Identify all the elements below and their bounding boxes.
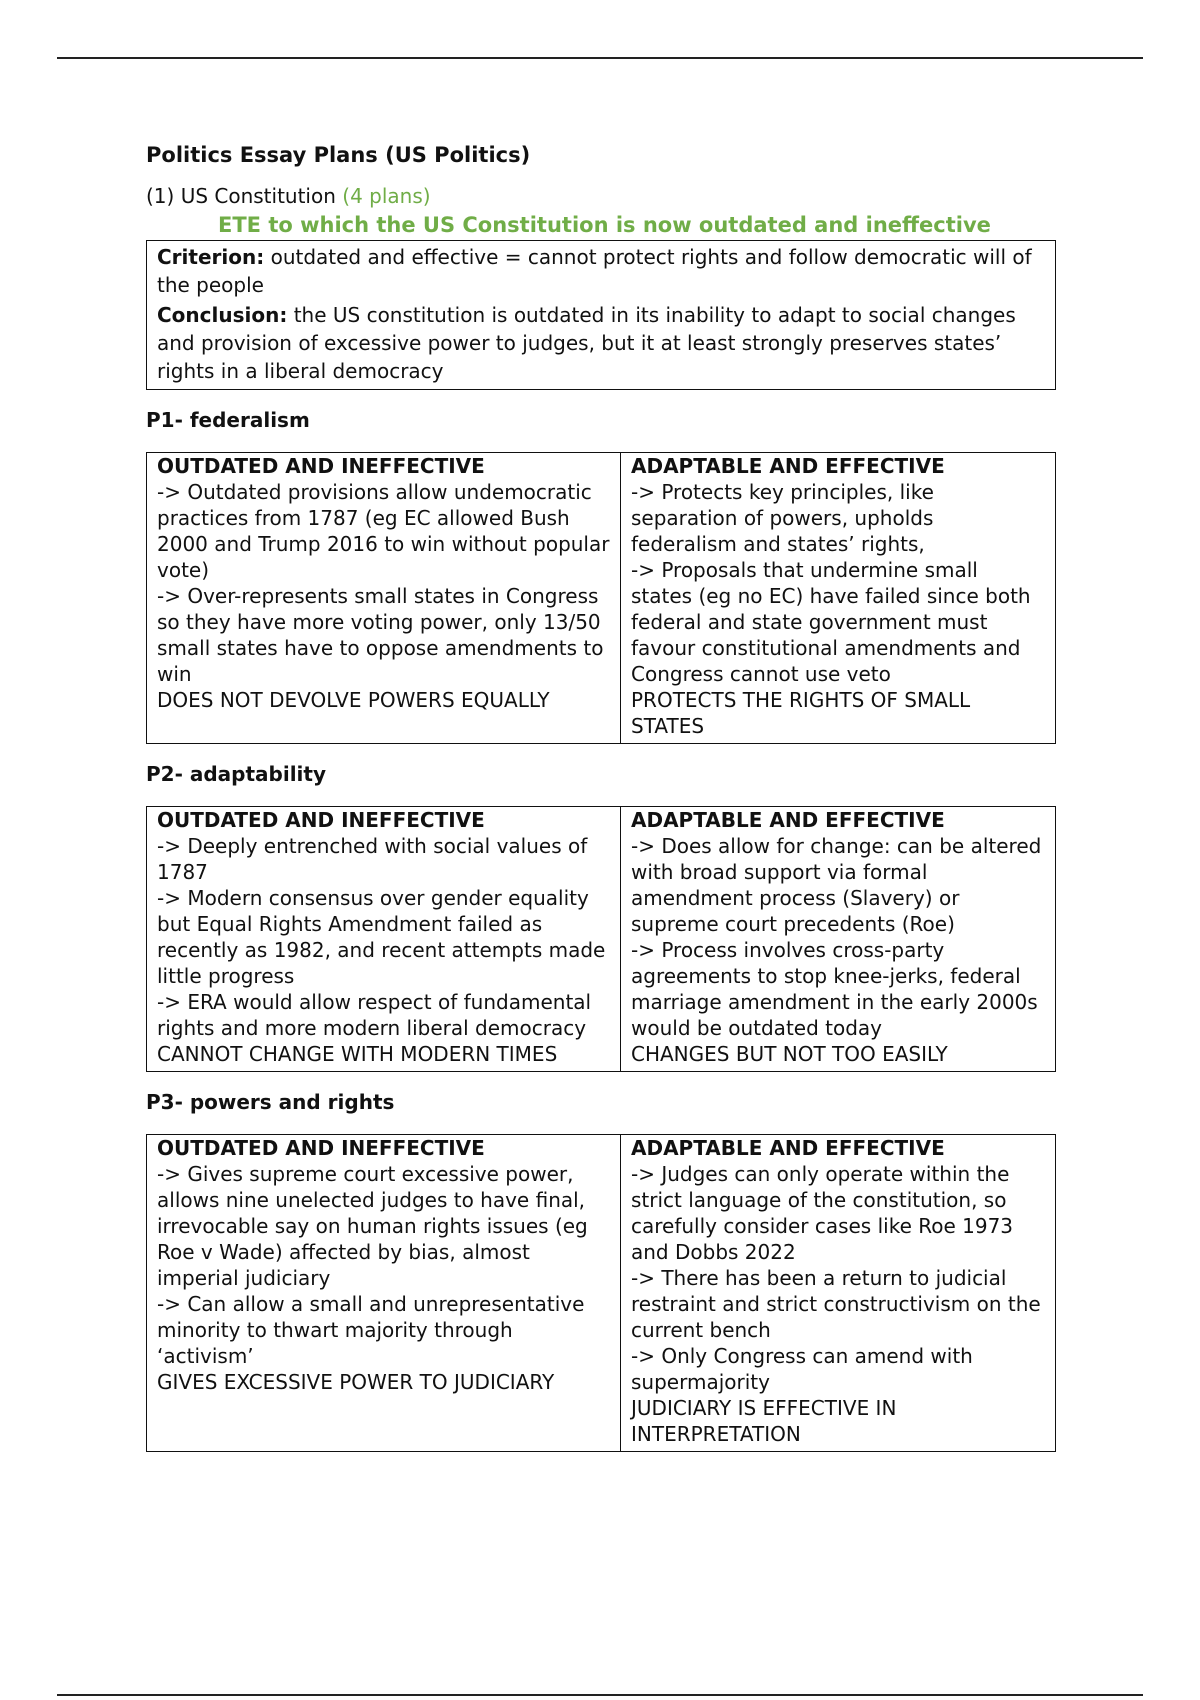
conclusion-label: Conclusion:: [157, 303, 288, 327]
bottom-rule: [57, 1694, 1143, 1696]
column-header: OUTDATED AND INEFFECTIVE: [157, 808, 485, 832]
essay-question: ETE to which the US Constitution is now outdated and ineffective: [218, 213, 991, 237]
point-line: -> Proposals that undermine small states (eg no EC) have failed since both federal and state government must favour constitutional amendments and Congress cannot use veto: [631, 558, 1031, 686]
conclusion: [157, 301, 1045, 385]
point-line: -> Modern consensus over gender equality but Equal Rights Amendment failed as recently as 1982, and recent attempts made little progress: [157, 886, 606, 988]
paragraph-heading-p3: P3- powers and rights: [146, 1090, 395, 1114]
point-line: -> Only Congress can amend with supermajority: [631, 1344, 973, 1394]
section-plans-count: (4 plans): [342, 184, 431, 208]
criterion-label: Criterion:: [157, 245, 265, 269]
paragraph-heading-p1: P1- federalism: [146, 408, 310, 432]
criterion: [157, 243, 1045, 299]
point-line: -> Can allow a small and unrepresentative minority to thwart majority through ‘activism’: [157, 1292, 585, 1368]
point-line: -> Over-represents small states in Congress so they have more voting power, only 13/50 small states have to oppose amendments to win: [157, 584, 604, 686]
verdict-line: DOES NOT DEVOLVE POWERS EQUALLY: [157, 688, 550, 712]
outdated-column: [147, 1135, 621, 1452]
effective-column: [621, 453, 1056, 744]
column-header: OUTDATED AND INEFFECTIVE: [157, 454, 485, 478]
point-line: -> Outdated provisions allow undemocratic practices from 1787 (eg EC allowed Bush 2000 and Trump 2016 to win without popular vote): [157, 480, 610, 582]
document-body: [146, 140, 1056, 1452]
comparison-table-p2: [146, 806, 1056, 1072]
comparison-table-p3: [146, 1134, 1056, 1452]
point-line: -> Process involves cross-party agreements to stop knee-jerks, federal marriage amendment in the early 2000s would be outdated today: [631, 938, 1038, 1040]
point-line: -> Protects key principles, like separation of powers, upholds federalism and states’ rights,: [631, 480, 934, 556]
section-label: (1) US Constitution: [146, 184, 336, 208]
effective-column: [621, 1135, 1056, 1452]
point-line: -> Gives supreme court excessive power, allows nine unelected judges to have final, irrevocable say on human rights issues (eg Roe v Wade) affected by bias, almost imperial judiciary: [157, 1162, 588, 1290]
section-heading: [146, 182, 1056, 210]
column-header: ADAPTABLE AND EFFECTIVE: [631, 1136, 945, 1160]
comparison-table-p1: [146, 452, 1056, 744]
outdated-column: [147, 453, 621, 744]
verdict-line: GIVES EXCESSIVE POWER TO JUDICIARY: [157, 1370, 555, 1394]
conclusion-text: the US constitution is outdated in its inability to adapt to social changes and provision of excessive power to judges, but it at least strongly preserves states’ rights in a liberal democracy: [157, 303, 1016, 383]
document-title: Politics Essay Plans (US Politics): [146, 143, 531, 167]
paragraph-heading-p2: P2- adaptability: [146, 762, 326, 786]
verdict-line: JUDICIARY IS EFFECTIVE IN INTERPRETATION: [631, 1396, 897, 1446]
summary-box: [146, 240, 1056, 390]
verdict-line: CANNOT CHANGE WITH MODERN TIMES: [157, 1042, 558, 1066]
point-line: -> Judges can only operate within the strict language of the constitution, so carefully consider cases like Roe 1973 and Dobbs 2022: [631, 1162, 1014, 1264]
point-line: -> ERA would allow respect of fundamental rights and more modern liberal democracy: [157, 990, 592, 1040]
verdict-line: PROTECTS THE RIGHTS OF SMALL STATES: [631, 688, 971, 738]
point-line: -> There has been a return to judicial restraint and strict constructivism on the current bench: [631, 1266, 1041, 1342]
column-header: OUTDATED AND INEFFECTIVE: [157, 1136, 485, 1160]
column-header: ADAPTABLE AND EFFECTIVE: [631, 808, 945, 832]
point-line: -> Does allow for change: can be altered with broad support via formal amendment process (Slavery) or supreme court precedents (Roe): [631, 834, 1042, 936]
point-line: -> Deeply entrenched with social values of 1787: [157, 834, 588, 884]
top-rule: [57, 57, 1143, 59]
column-header: ADAPTABLE AND EFFECTIVE: [631, 454, 945, 478]
outdated-column: [147, 807, 621, 1072]
verdict-line: CHANGES BUT NOT TOO EASILY: [631, 1042, 948, 1066]
criterion-text: outdated and effective = cannot protect rights and follow democratic will of the people: [157, 245, 1032, 297]
effective-column: [621, 807, 1056, 1072]
